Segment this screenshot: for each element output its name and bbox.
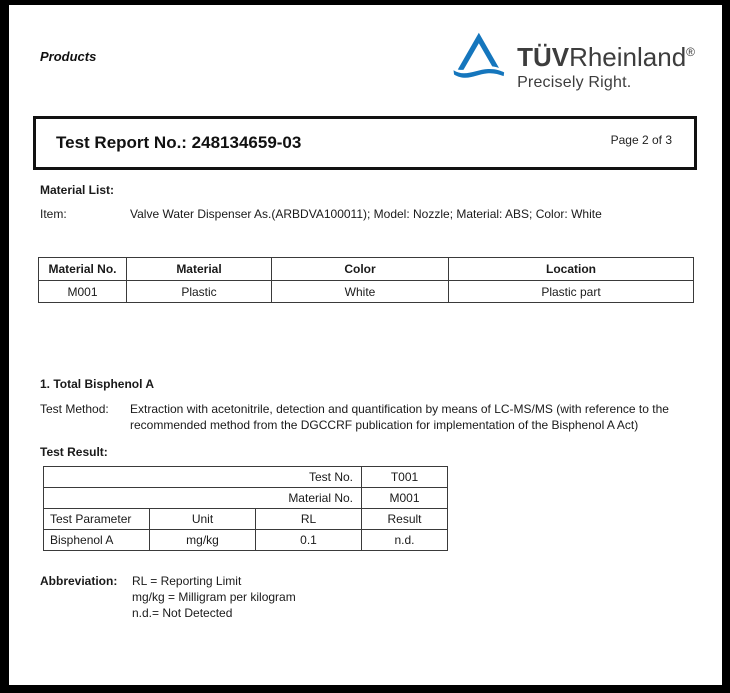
color-cell: White [272,281,449,303]
material-no-label-cell: Material No. [44,488,362,509]
material-table [38,257,694,303]
material-table-row [39,281,694,303]
report-number: Test Report No.: 248134659-03 [56,133,302,152]
tuv-triangle-icon [451,29,505,87]
material-table-header-row [39,258,694,281]
material-header: Material [127,258,272,281]
item-value: Valve Water Dispenser As.(ARBDVA100011); Model: Nozzle; Material: ABS; Color: White [130,207,602,221]
rl-header-cell: RL [256,509,362,530]
tuv-rheinland-logo [451,29,695,92]
abbreviation-label: Abbreviation: [40,574,118,588]
unit-value-cell: mg/kg [150,530,256,551]
abbr-line-nd: n.d.= Not Detected [132,606,233,620]
test-no-row [44,467,448,488]
products-label: Products [40,49,97,64]
abbr-line-mgkg: mg/kg = Milligram per kilogram [132,590,296,604]
location-header: Location [449,258,694,281]
brand-rheinland: Rheinland [569,42,687,72]
material-no-cell: M001 [39,281,127,303]
result-header-cell: Result [362,509,448,530]
section1-heading: 1. Total Bisphenol A [40,377,155,391]
abbreviation-block [40,573,697,621]
result-header-row [44,509,448,530]
material-no-header: Material No. [39,258,127,281]
test-method-text: Extraction with acetonitrile, detection and quantification by means of LC-MS/MS (with reference to the recommended method from the DGCCRF publication for implementation of the Bisphenol A Act) [130,402,669,432]
param-value-cell: Bisphenol A [44,530,150,551]
rl-value-cell: 0.1 [256,530,362,551]
unit-header-cell: Unit [150,509,256,530]
material-cell: Plastic [127,281,272,303]
test-method-label: Test Method: [40,402,109,416]
page-indicator: Page 2 of 3 [610,133,672,147]
test-result-heading: Test Result: [40,445,108,459]
test-no-label-cell: Test No. [44,467,362,488]
test-no-value-cell: T001 [362,467,448,488]
param-header-cell: Test Parameter [44,509,150,530]
abbr-line-rl: RL = Reporting Limit [132,574,242,588]
document-page [9,5,722,685]
logo-text [517,38,695,92]
result-value-cell: n.d. [362,530,448,551]
registered-mark: ® [686,45,695,59]
color-header: Color [272,258,449,281]
location-cell: Plastic part [449,281,694,303]
header [33,5,697,92]
material-list-heading: Material List: [40,183,115,197]
brand-tuv: TÜV [517,42,570,72]
item-row [40,207,697,221]
brand-tagline: Precisely Right. [517,74,632,91]
item-label: Item: [40,207,67,221]
abbreviation-lines [132,573,697,621]
result-table [43,466,448,551]
report-title-box [33,116,697,170]
material-no-value-cell: M001 [362,488,448,509]
material-no-row [44,488,448,509]
result-data-row [44,530,448,551]
test-method-row [40,401,697,433]
brand-wordmark [517,38,695,71]
